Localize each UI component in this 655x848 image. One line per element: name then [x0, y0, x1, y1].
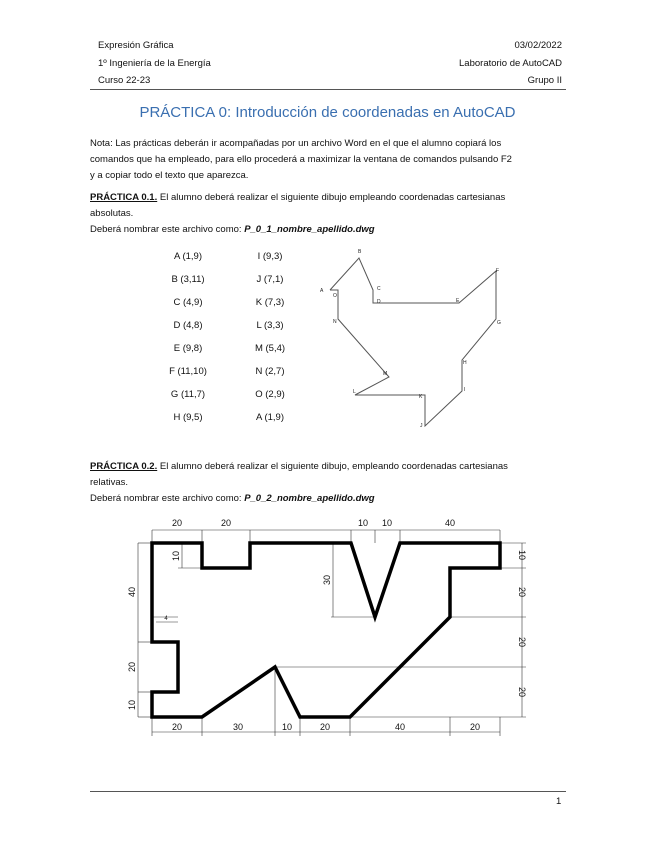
label-e: E — [456, 298, 460, 304]
coord-left-8: H (9,5) — [173, 412, 203, 423]
dim-bottom-1: 20 — [171, 722, 183, 732]
label-n: N — [333, 319, 337, 325]
coord-right-1: I (9,3) — [257, 251, 283, 262]
practica1-text-a: El alumno deberá realizar el siguiente dibujo empleando coordenadas cartesianas — [157, 192, 506, 203]
coord-left-6: F (11,10) — [169, 366, 207, 377]
coord-left-1: A (1,9) — [174, 251, 202, 262]
practica2-text-a: El alumno deberá realizar el siguiente dibujo, empleando coordenadas cartesianas — [157, 461, 508, 472]
dim-bottom-5: 40 — [394, 722, 406, 732]
dim-left-1: 40 — [127, 586, 137, 598]
label-m: M — [383, 371, 388, 377]
dim-top-1: 20 — [171, 518, 183, 528]
coord-left-2: B (3,11) — [171, 274, 205, 285]
header-date: 03/02/2022 — [514, 40, 562, 51]
dim-right-3: 20 — [517, 636, 527, 648]
header-subject: Expresión Gráfica — [98, 40, 174, 51]
practica1-text-b: absolutas. — [90, 208, 134, 219]
practica1-polyline — [330, 258, 496, 426]
practica1-file-prefix: Deberá nombrar este archivo como: — [90, 224, 245, 235]
coord-right-3: K (7,3) — [255, 297, 285, 308]
coord-left-3: C (4,9) — [173, 297, 203, 308]
dim-bottom-2: 30 — [232, 722, 244, 732]
coord-left-5: E (9,8) — [173, 343, 203, 354]
coord-right-5: M (5,4) — [254, 343, 286, 354]
label-o: O — [333, 293, 337, 299]
note-paragraph — [90, 136, 570, 184]
label-j: J — [420, 423, 423, 429]
practica1-file-name: P_0_1_nombre_apellido.dwg — [244, 224, 375, 235]
dim-left-3: 10 — [127, 699, 137, 711]
coord-right-7: O (2,9) — [255, 389, 285, 400]
label-l: L — [353, 389, 356, 395]
footer-rule — [90, 791, 566, 792]
practica1-heading: PRÁCTICA 0.1. — [90, 192, 158, 203]
practica2-text-b: relativas. — [90, 477, 129, 488]
practica2-figure — [120, 510, 540, 745]
coord-right-2: J (7,1) — [256, 274, 284, 285]
coord-right-4: L (3,3) — [256, 320, 284, 331]
label-d: D — [377, 299, 381, 305]
dim-top-4: 10 — [381, 518, 393, 528]
dim-center-1: 30 — [322, 574, 332, 586]
dim-right-2: 20 — [517, 586, 527, 598]
label-k: K — [419, 394, 423, 400]
dimension-lines — [138, 530, 522, 732]
page-number: 1 — [556, 796, 562, 807]
dim-top-2: 20 — [220, 518, 232, 528]
label-h: H — [463, 360, 467, 366]
label-b: B — [358, 249, 362, 255]
dim-right-1: 10 — [517, 549, 527, 561]
practica2-file-prefix: Deberá nombrar este archivo como: — [90, 493, 245, 504]
dim-top-5: 40 — [444, 518, 456, 528]
practica1-figure — [310, 240, 510, 435]
note-line-2: comandos que ha empleado, para ello procederá a maximizar la ventana de comandos pulsando F2 — [90, 154, 512, 165]
practica1-paragraph — [90, 190, 570, 238]
coord-left-4: D (4,8) — [173, 320, 203, 331]
note-line-1: Nota: Las prácticas deberán ir acompañadas por un archivo Word en el que el alumno copiará los — [90, 138, 502, 149]
coord-right-6: N (2,7) — [255, 366, 285, 377]
header-degree: 1º Ingeniería de la Energía — [98, 58, 211, 69]
header-course: Curso 22-23 — [98, 75, 151, 86]
header-rule — [90, 89, 566, 90]
dim-left-2: 20 — [127, 661, 137, 673]
dim-top-3: 10 — [357, 518, 369, 528]
practica2-paragraph — [90, 459, 570, 507]
dim-right-4: 20 — [517, 686, 527, 698]
practica2-heading: PRÁCTICA 0.2. — [90, 461, 158, 472]
label-c: C — [377, 286, 381, 292]
header-group: Grupo II — [527, 75, 562, 86]
dim-bottom-3: 10 — [281, 722, 293, 732]
note-line-3: y a copiar todo el texto que aparezca. — [90, 170, 249, 181]
label-i: I — [464, 387, 466, 393]
dim-left-small-2: 4 — [164, 616, 168, 622]
dim-bottom-6: 20 — [469, 722, 481, 732]
practica2-file-name: P_0_2_nombre_apellido.dwg — [244, 493, 375, 504]
label-a: A — [320, 288, 324, 294]
label-f: F — [496, 268, 500, 274]
extension-lines — [138, 530, 526, 736]
dim-bottom-4: 20 — [319, 722, 331, 732]
page-title: PRÁCTICA 0: Introducción de coordenadas en AutoCAD — [139, 104, 516, 121]
practica2-outline — [152, 543, 500, 717]
coord-right-8: A (1,9) — [256, 412, 284, 423]
coord-left-7: G (11,7) — [170, 389, 206, 400]
label-g: G — [497, 320, 501, 326]
dim-left-small-1: 10 — [171, 550, 181, 562]
header-lab: Laboratorio de AutoCAD — [459, 58, 562, 69]
